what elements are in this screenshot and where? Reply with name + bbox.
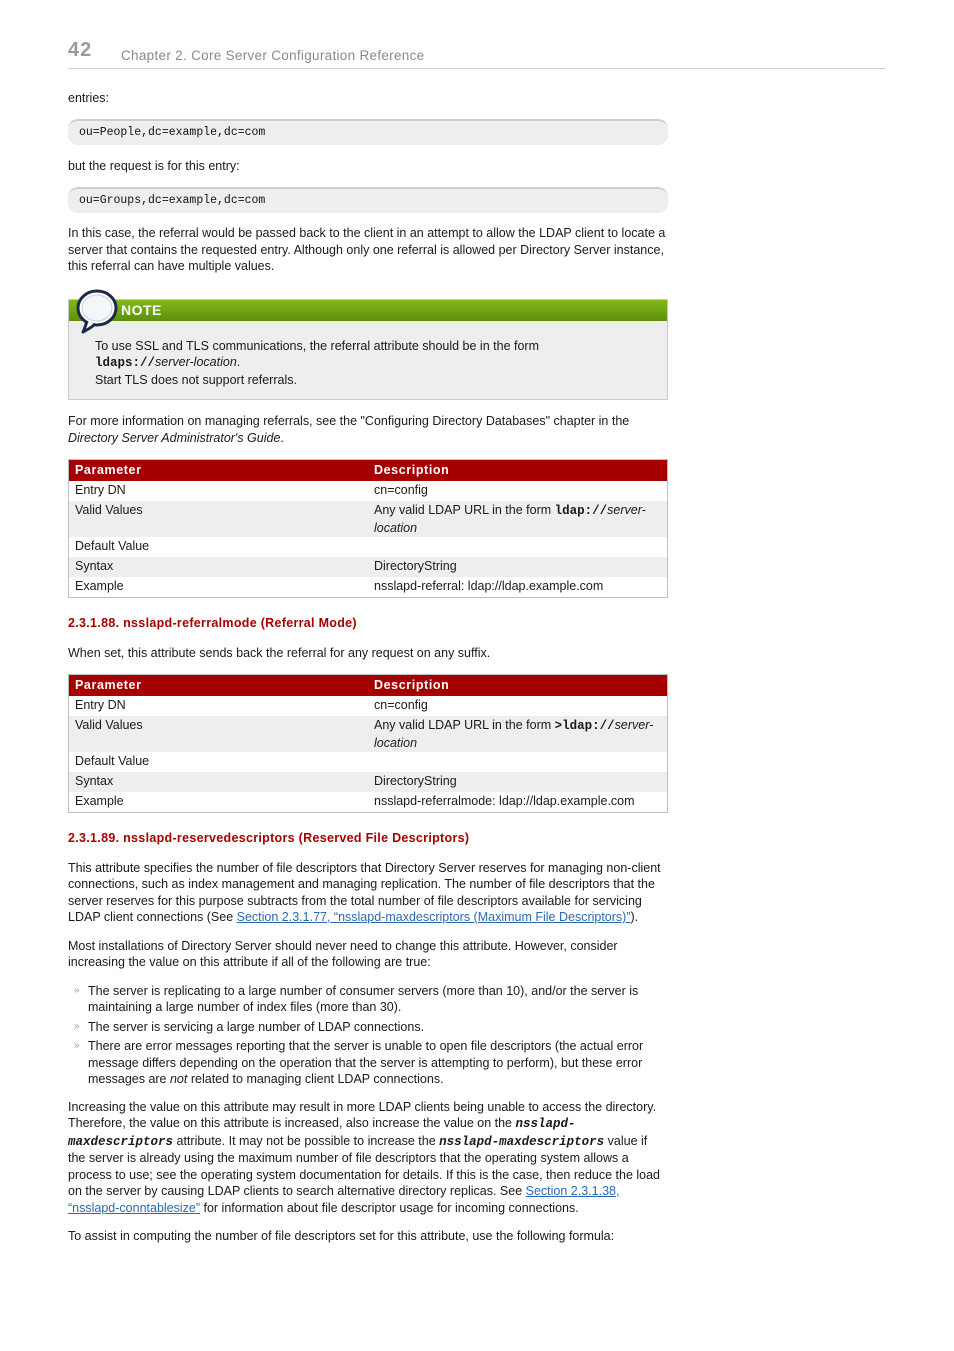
speech-bubble-icon <box>75 288 119 334</box>
bullet-chevron-icon: » <box>74 1020 80 1032</box>
desc-cell <box>368 716 668 752</box>
maxdescriptors-section-link[interactable]: Section 2.3.1.77, “nsslapd-maxdescriptors (Maximum File Descriptors)” <box>236 910 631 924</box>
table-header-row <box>69 675 668 697</box>
guide-title: Directory Server Administrator's Guide <box>68 430 281 445</box>
chapter-title: Chapter 2. Core Server Configuration Reference <box>121 48 425 63</box>
page-content <box>68 90 668 1245</box>
table-row <box>69 481 668 501</box>
more-info-paragraph <box>68 413 668 446</box>
table-header-row <box>69 460 668 482</box>
table-row <box>69 501 668 537</box>
desc-cell: DirectoryString <box>368 772 668 792</box>
desc-cell <box>368 501 668 537</box>
column-header-parameter: Parameter <box>69 460 369 482</box>
reservedescriptors-paragraph-2: Most installations of Directory Server should never need to change this attribute. However, consider increasing the value on this attribute if all of the following are true: <box>68 938 618 969</box>
p3-text-d: for information about file descriptor usage for incoming connections. <box>200 1200 579 1215</box>
table-row <box>69 716 668 752</box>
code-block-people: ou=People,dc=example,dc=com <box>68 119 668 145</box>
note-line-2 <box>95 354 655 372</box>
note-code: ldaps:// <box>95 356 156 370</box>
note-body <box>69 321 667 400</box>
desc-cell: DirectoryString <box>368 557 668 577</box>
p3-text-b: attribute. It may not be possible to increase the <box>173 1133 440 1148</box>
param-cell: Valid Values <box>69 716 369 752</box>
reservedescriptors-paragraph-3 <box>68 1099 668 1217</box>
section-heading-referralmode: 2.3.1.88. nsslapd-referralmode (Referral Mode) <box>68 616 357 630</box>
bullet-text: The server is replicating to a large number of consumer servers (more than 10), and/or the server is maintaining a large number of index files (more than 30). <box>88 983 639 1014</box>
desc-italic: server-location <box>374 718 654 750</box>
p3-text-a: Increasing the value on this attribute may result in more LDAP clients being unable to access the directory. Therefore, the value on this attribute is increased, also increase the value on the <box>68 1099 657 1130</box>
bullet-chevron-icon: » <box>74 984 80 996</box>
list-item <box>68 1038 668 1088</box>
entries-label: entries: <box>68 91 109 105</box>
desc-prefix: Any valid LDAP URL in the form <box>374 503 555 517</box>
conntablesize-section-link[interactable]: Section 2.3.1.38, “nsslapd-conntablesize” <box>68 1184 620 1215</box>
desc-cell: cn=config <box>374 483 428 497</box>
reservedescriptors-paragraph-1 <box>68 860 668 926</box>
conditions-list <box>68 983 668 1088</box>
p1-suffix: ). <box>630 910 639 924</box>
param-cell: Valid Values <box>69 501 369 537</box>
note-line-3: Start TLS does not support referrals. <box>95 372 297 387</box>
note-code-italic: server-location <box>155 355 237 369</box>
table-row <box>69 752 668 772</box>
reservedescriptors-paragraph-4: To assist in computing the number of file descriptors set for this attribute, use the following formula: <box>68 1229 615 1243</box>
section-heading-reservedescriptors: 2.3.1.89. nsslapd-reservedescriptors (Reserved File Descriptors) <box>68 831 470 845</box>
note-box <box>68 299 668 401</box>
p3-text-c: value if the server is already using the maximum number of file descriptors that the operating system allows a process to use; see the operating system documentation for details. If this is the case, then reduce the load on the server by causing LDAP clients to search alternative directory replicas. See <box>68 1133 661 1198</box>
p3-code-1: nsslapd-maxdescriptors <box>68 1117 576 1149</box>
table-row <box>69 696 668 716</box>
column-header-description: Description <box>368 675 668 697</box>
param-cell: Syntax <box>69 772 369 792</box>
code-block-groups: ou=Groups,dc=example,dc=com <box>68 187 668 213</box>
referralmode-description: When set, this attribute sends back the referral for any request on any suffix. <box>68 645 491 660</box>
desc-prefix: Any valid LDAP URL in the form <box>374 718 555 732</box>
note-code-suffix: . <box>236 355 241 369</box>
more-info-suffix: . <box>280 430 284 445</box>
referral-paragraph: In this case, the referral would be passed back to the client in an attempt to allow the LDAP client to locate a server that contains the requested entry. Although only one referral is allowed per Directory Server instance, this referral can have multiple values. <box>68 226 666 273</box>
but-label: but the request is for this entry: <box>68 158 240 173</box>
list-item <box>68 1019 668 1036</box>
column-header-parameter: Parameter <box>69 675 369 697</box>
desc-italic: server-location <box>374 503 646 535</box>
table-row <box>69 557 668 577</box>
p1-text: This attribute specifies the number of file descriptors that Directory Server reserves for managing non-client connections, such as index management and managing replication. The number of file descriptors that the server reserves for this purpose subtracts from the total number of file descriptors available for servicing LDAP client connections (See <box>68 860 661 924</box>
param-cell: Entry DN <box>75 483 126 497</box>
note-title: NOTE <box>121 301 162 318</box>
bullet-text-a: There are error messages reporting that the server is unable to open file descriptors (the actual error message differs depending on the operation that the server is attempting to perform), but these error messages are <box>88 1039 644 1086</box>
param-cell: Default Value <box>75 754 150 768</box>
referralmode-parameter-table <box>68 674 668 813</box>
table-row <box>69 577 668 598</box>
bullet-text: The server is servicing a large number of LDAP connections. <box>88 1019 425 1034</box>
desc-cell: nsslapd-referral: ldap://ldap.example.com <box>374 579 604 593</box>
column-header-description: Description <box>368 460 668 482</box>
p3-code-2: nsslapd-maxdescriptors <box>439 1134 605 1149</box>
page-number: 42 <box>68 39 93 61</box>
bullet-text-not: not <box>169 1072 188 1086</box>
page-header <box>68 40 885 69</box>
param-cell: Entry DN <box>75 698 126 712</box>
param-cell: Example <box>75 794 124 808</box>
bullet-chevron-icon: » <box>74 1040 80 1051</box>
desc-cell <box>368 537 668 557</box>
more-info-text: For more information on managing referrals, see the "Configuring Directory Databases" chapter in the <box>68 414 630 428</box>
desc-code: ldap:// <box>554 504 608 518</box>
table-row <box>69 772 668 792</box>
param-cell: Example <box>75 579 124 593</box>
param-cell: Default Value <box>75 539 150 553</box>
param-cell: Syntax <box>69 557 369 577</box>
desc-cell <box>368 752 668 772</box>
table-row <box>69 537 668 557</box>
table-row <box>69 792 668 813</box>
referral-parameter-table <box>68 459 668 598</box>
desc-code: >ldap:// <box>554 719 615 733</box>
list-item <box>68 983 668 1016</box>
note-line-1: To use SSL and TLS communications, the referral attribute should be in the form <box>95 338 539 353</box>
desc-cell: nsslapd-referralmode: ldap://ldap.example.com <box>374 794 635 808</box>
bullet-text-b: related to managing client LDAP connections. <box>187 1072 444 1086</box>
desc-cell: cn=config <box>374 698 428 712</box>
